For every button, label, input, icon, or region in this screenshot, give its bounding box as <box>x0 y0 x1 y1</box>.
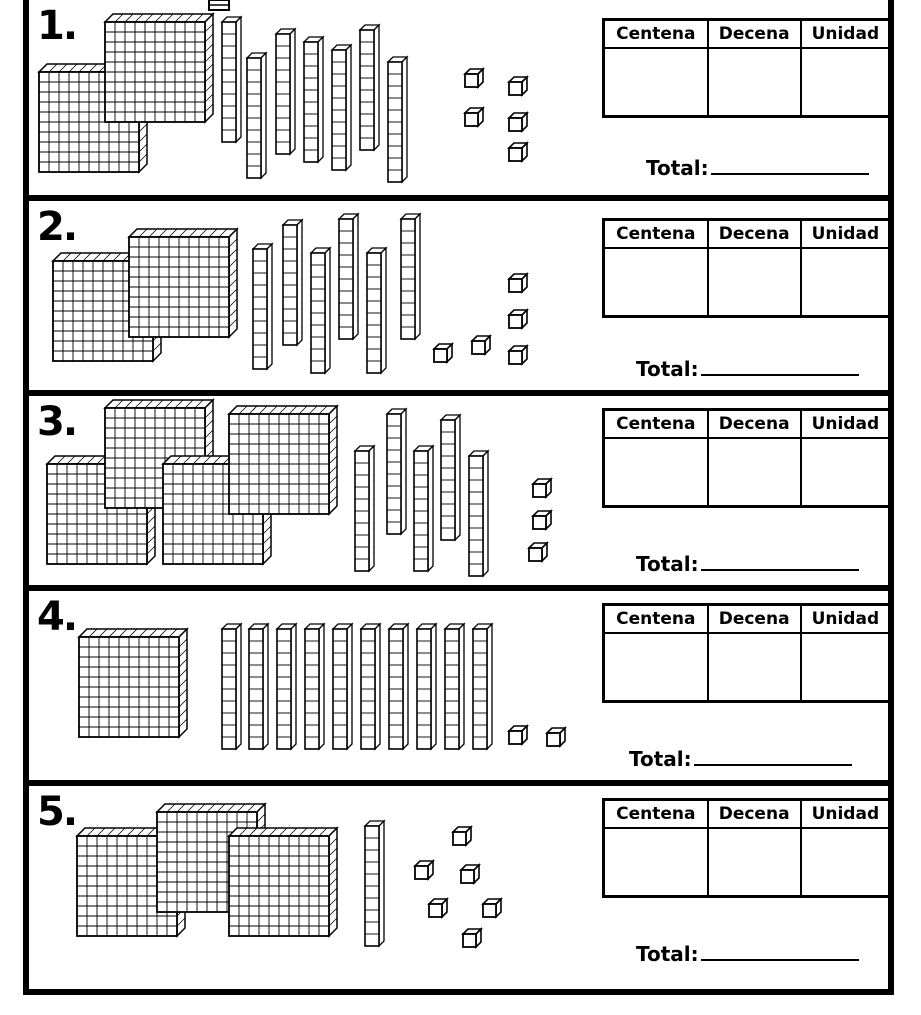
one-cube <box>509 274 527 292</box>
header-decena: Decena <box>708 220 801 249</box>
total-answer-line[interactable] <box>701 356 859 376</box>
ten-rod <box>417 624 436 749</box>
answer-cell-unidad[interactable] <box>801 828 891 897</box>
one-cube <box>509 77 527 95</box>
total-label: Total: <box>636 942 699 966</box>
ten-rod <box>305 624 324 749</box>
answer-cell-unidad[interactable] <box>801 438 891 507</box>
ten-rod <box>388 57 407 182</box>
ten-rod <box>339 214 358 339</box>
header-decena: Decena <box>708 605 801 634</box>
ten-rod <box>387 409 406 534</box>
one-cube <box>463 929 481 947</box>
one-cube <box>509 346 527 364</box>
ten-rod <box>247 53 266 178</box>
ten-rod <box>249 624 268 749</box>
ten-rod <box>283 220 302 345</box>
problem-1 <box>29 0 888 195</box>
total-label: Total: <box>646 156 709 180</box>
one-cube <box>509 113 527 131</box>
ten-rod <box>332 45 351 170</box>
place-value-table <box>602 408 892 508</box>
header-unidad: Unidad <box>801 410 891 439</box>
ten-rod <box>311 248 330 373</box>
one-cube <box>529 543 547 561</box>
ten-rod <box>441 415 460 540</box>
total-field[interactable] <box>636 356 859 381</box>
problem-number: 5. <box>37 789 77 835</box>
hundred-flat <box>229 406 337 514</box>
total-label: Total: <box>629 747 692 771</box>
total-field[interactable] <box>636 941 859 966</box>
answer-cell-centena[interactable] <box>604 48 708 117</box>
answer-cell-centena[interactable] <box>604 828 708 897</box>
answer-cell-decena[interactable] <box>708 828 801 897</box>
base-ten-blocks <box>29 396 589 586</box>
ten-rod <box>445 624 464 749</box>
header-decena: Decena <box>708 410 801 439</box>
ten-rod <box>355 446 374 571</box>
problem-number: 3. <box>37 399 77 445</box>
problem-number: 2. <box>37 204 77 250</box>
one-cube <box>461 865 479 883</box>
total-answer-line[interactable] <box>694 746 852 766</box>
one-cube <box>415 861 433 879</box>
total-label: Total: <box>636 357 699 381</box>
ten-rod <box>365 821 384 946</box>
ten-rod <box>367 248 386 373</box>
hundred-flat <box>79 629 187 737</box>
total-field[interactable] <box>646 155 869 180</box>
one-cube <box>429 899 447 917</box>
header-centena: Centena <box>604 800 708 829</box>
total-answer-line[interactable] <box>701 551 859 571</box>
total-field[interactable] <box>636 551 859 576</box>
one-cube <box>472 336 490 354</box>
ten-rod <box>222 17 241 142</box>
header-centena: Centena <box>604 220 708 249</box>
header-unidad: Unidad <box>801 20 891 49</box>
base-ten-blocks <box>29 0 589 190</box>
place-value-table <box>602 603 892 703</box>
one-cube <box>533 511 551 529</box>
place-value-table <box>602 218 892 318</box>
header-centena: Centena <box>604 20 708 49</box>
ten-rod <box>473 624 492 749</box>
answer-cell-centena[interactable] <box>604 438 708 507</box>
ten-rod <box>277 624 296 749</box>
place-value-table <box>602 798 892 898</box>
header-centena: Centena <box>604 410 708 439</box>
answer-cell-decena[interactable] <box>708 248 801 317</box>
ten-rod <box>469 451 488 576</box>
hundred-flat <box>105 14 213 122</box>
base-ten-blocks <box>29 591 589 781</box>
ten-rod <box>361 624 380 749</box>
one-cube <box>465 69 483 87</box>
ten-rod <box>276 29 295 154</box>
problem-3 <box>29 390 888 585</box>
answer-cell-decena[interactable] <box>708 438 801 507</box>
ten-rod <box>253 244 272 369</box>
problem-number: 4. <box>37 594 77 640</box>
answer-cell-unidad[interactable] <box>801 248 891 317</box>
one-cube <box>509 310 527 328</box>
one-cube <box>547 728 565 746</box>
ten-rod <box>360 25 379 150</box>
ten-rod <box>304 37 323 162</box>
answer-cell-unidad[interactable] <box>801 48 891 117</box>
ten-rod <box>222 624 241 749</box>
base-ten-blocks <box>29 201 589 391</box>
ten-rod <box>401 214 420 339</box>
answer-cell-centena[interactable] <box>604 633 708 702</box>
total-answer-line[interactable] <box>711 155 869 175</box>
answer-cell-decena[interactable] <box>708 633 801 702</box>
total-label: Total: <box>636 552 699 576</box>
ten-rod <box>414 446 433 571</box>
one-cube <box>434 344 452 362</box>
ten-rod <box>333 624 352 749</box>
one-cube <box>533 479 551 497</box>
answer-cell-unidad[interactable] <box>801 633 891 702</box>
worksheet <box>23 0 894 995</box>
one-cube <box>483 899 501 917</box>
one-cube <box>453 827 471 845</box>
one-cube <box>465 108 483 126</box>
total-answer-line[interactable] <box>701 941 859 961</box>
header-unidad: Unidad <box>801 800 891 829</box>
problem-number: 1. <box>37 3 77 49</box>
total-field[interactable] <box>629 746 852 771</box>
header-decena: Decena <box>708 800 801 829</box>
header-centena: Centena <box>604 605 708 634</box>
problem-5 <box>29 780 888 975</box>
one-cube <box>509 726 527 744</box>
problem-2 <box>29 195 888 390</box>
header-unidad: Unidad <box>801 220 891 249</box>
answer-cell-decena[interactable] <box>708 48 801 117</box>
place-value-table <box>602 18 892 118</box>
hundred-flat <box>229 828 337 936</box>
header-unidad: Unidad <box>801 605 891 634</box>
header-decena: Decena <box>708 20 801 49</box>
hundred-flat <box>129 229 237 337</box>
problem-4 <box>29 585 888 780</box>
answer-cell-centena[interactable] <box>604 248 708 317</box>
ten-rod <box>389 624 408 749</box>
one-cube <box>509 143 527 161</box>
base-ten-blocks <box>29 786 589 976</box>
